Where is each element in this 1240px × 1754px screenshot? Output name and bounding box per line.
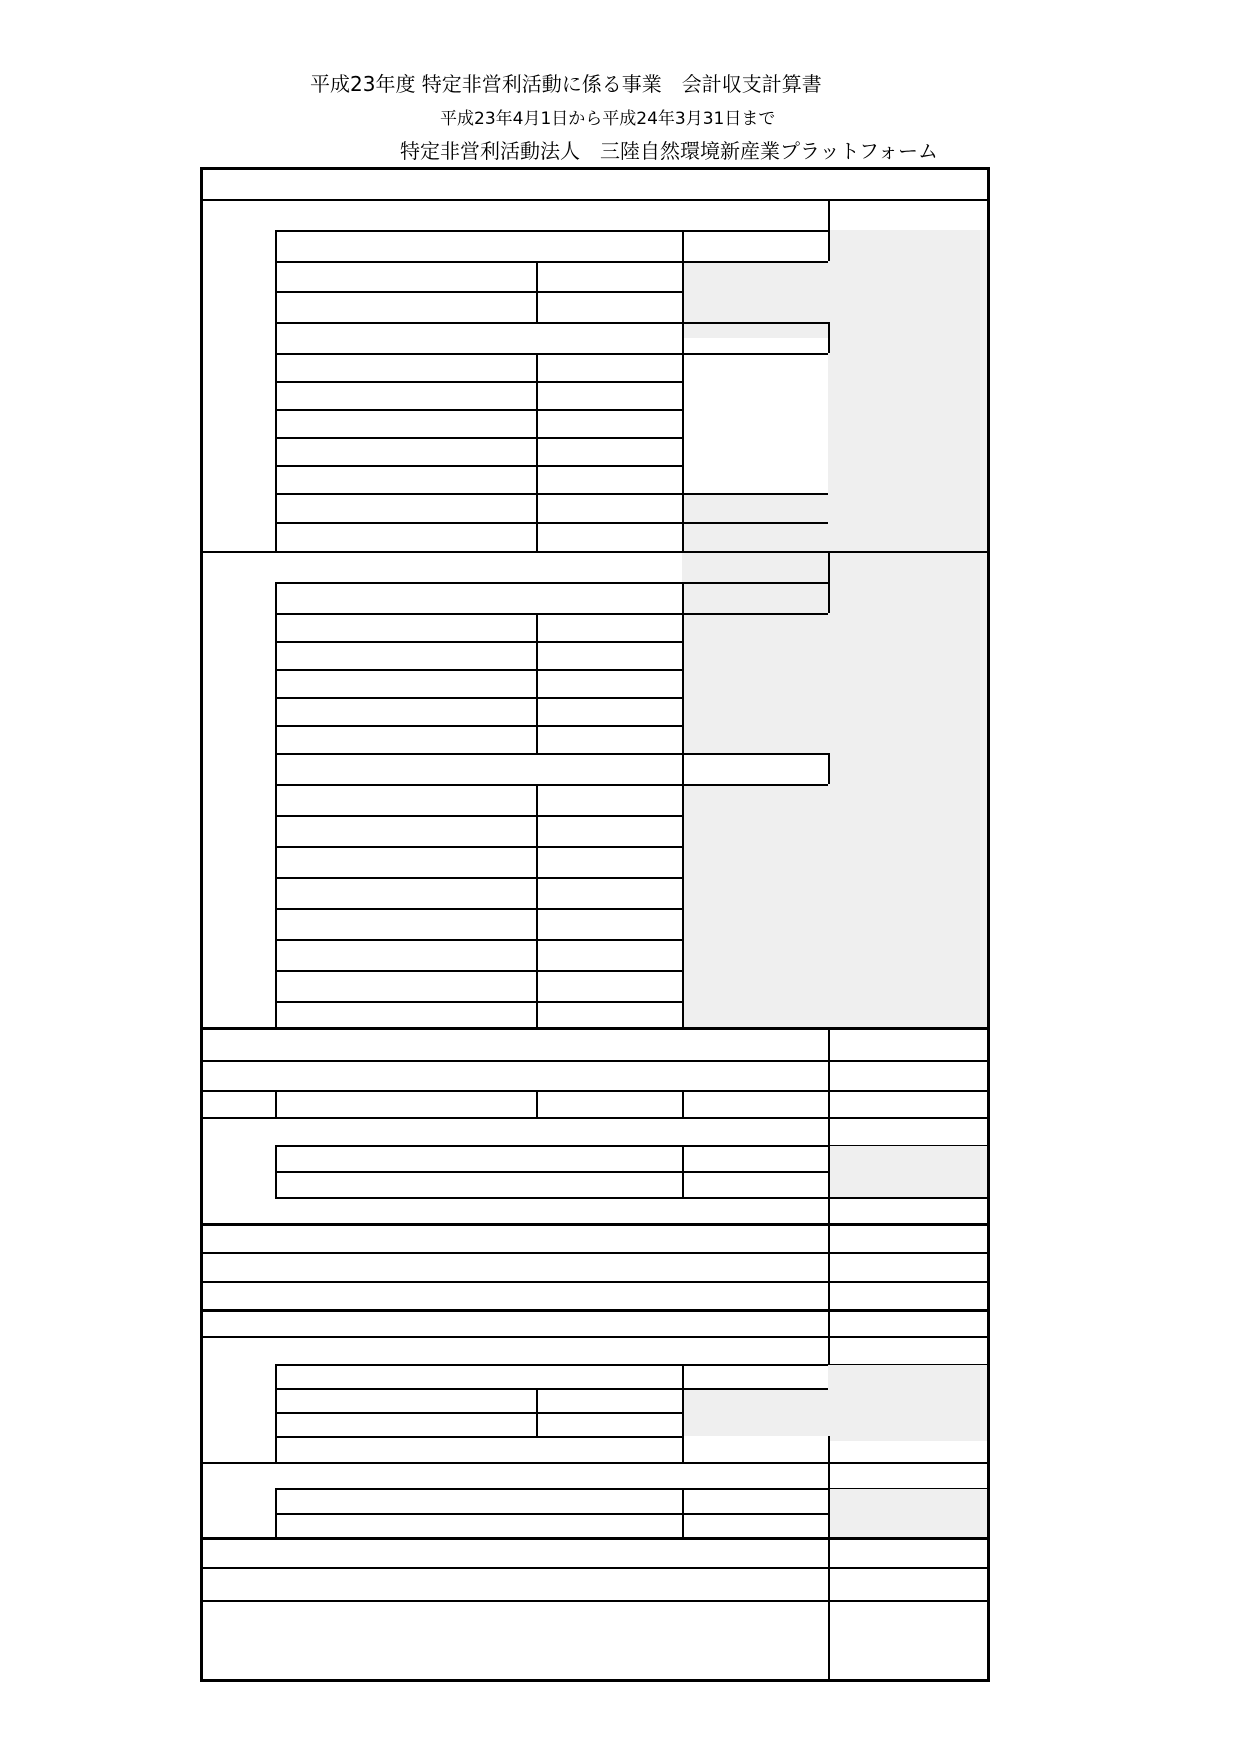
table-border-left [200, 167, 203, 1682]
rule-line [200, 1060, 990, 1062]
rule-line [275, 970, 682, 972]
rule-line [200, 1117, 990, 1119]
rule-line [682, 230, 684, 551]
rule-line [275, 846, 682, 848]
rule-line [275, 291, 682, 293]
rule-line [275, 582, 828, 584]
rule-line [828, 1537, 830, 1682]
rule-line [275, 725, 682, 727]
rule-line [536, 784, 538, 1027]
rule-line [682, 1364, 684, 1462]
rule-line [828, 1090, 830, 1117]
rule-line [200, 1281, 990, 1283]
rule-line [200, 551, 990, 553]
shaded-cell [828, 1365, 987, 1441]
rule-line [536, 353, 538, 551]
rule-line [275, 613, 828, 615]
rule-line [275, 230, 828, 232]
rule-line [828, 551, 830, 582]
rule-line [682, 1488, 684, 1537]
shaded-cell [828, 1489, 987, 1537]
shaded-cell [682, 261, 828, 338]
rule-line [275, 784, 828, 786]
shaded-cell [682, 1388, 828, 1436]
income-statement-table [200, 167, 990, 1682]
rule-line [275, 322, 828, 324]
rule-line [200, 1336, 990, 1338]
rule-line [275, 437, 682, 439]
rule-line [200, 1537, 990, 1540]
rule-line [828, 1436, 830, 1462]
rule-line [682, 582, 684, 1027]
rule-line [536, 261, 538, 322]
rule-line [828, 199, 830, 230]
rule-line [200, 1309, 990, 1312]
shaded-cell [682, 784, 828, 1027]
rule-line [828, 1197, 830, 1309]
rule-line [275, 1145, 277, 1197]
rule-line [275, 641, 682, 643]
rule-line [275, 939, 682, 941]
rule-line [828, 1462, 830, 1537]
rule-line [275, 582, 277, 1027]
rule-line [275, 353, 828, 355]
rule-line [275, 877, 682, 879]
rule-line [200, 1223, 990, 1226]
rule-line [275, 1090, 277, 1117]
table-border-right [987, 167, 990, 1682]
rule-line [536, 1090, 538, 1117]
rule-line [828, 1060, 830, 1090]
rule-line [200, 199, 990, 201]
rule-line [200, 1090, 990, 1092]
table-border-bottom [200, 1679, 990, 1682]
rule-line [200, 1462, 990, 1464]
table-border-top [200, 167, 990, 170]
rule-line [828, 1309, 830, 1364]
rule-line [275, 815, 682, 817]
rule-line [828, 1117, 830, 1197]
shaded-cell [828, 1146, 987, 1197]
rule-line [275, 1388, 828, 1390]
rule-line [275, 493, 828, 495]
rule-line [275, 1412, 682, 1414]
rule-line [682, 1145, 684, 1197]
rule-line [828, 322, 830, 353]
rule-line [200, 1600, 990, 1602]
rule-line [275, 1488, 277, 1537]
rule-line [536, 613, 538, 753]
organization-name: 特定非営利活動法人 三陸自然環境新産業プラットフォーム [400, 139, 938, 163]
document-title: 平成23年度 特定非営利活動に係る事業 会計収支計算書 [310, 72, 822, 96]
rule-line [275, 381, 682, 383]
rule-line [275, 1001, 682, 1003]
rule-line [275, 1171, 828, 1173]
rule-line [828, 753, 830, 784]
rule-line [200, 1252, 990, 1254]
period-range: 平成23年4月1日から平成24年3月31日まで [440, 109, 776, 129]
rule-line [275, 669, 682, 671]
rule-line [200, 1567, 990, 1569]
rule-line [200, 1027, 990, 1030]
rule-line [275, 697, 682, 699]
rule-line [828, 582, 830, 613]
shaded-cell [828, 582, 987, 1027]
rule-line [275, 1197, 990, 1199]
rule-line [275, 409, 682, 411]
rule-line [828, 1027, 830, 1060]
rule-line [536, 1388, 538, 1436]
rule-line [275, 230, 277, 551]
rule-line [275, 753, 828, 755]
rule-line [275, 1364, 277, 1462]
rule-line [682, 1090, 684, 1117]
rule-line [828, 230, 830, 261]
rule-line [275, 908, 682, 910]
rule-line [275, 1513, 828, 1515]
rule-line [275, 465, 682, 467]
rule-line [275, 261, 828, 263]
shaded-cell [682, 613, 828, 753]
rule-line [275, 1436, 682, 1438]
rule-line [275, 522, 828, 524]
